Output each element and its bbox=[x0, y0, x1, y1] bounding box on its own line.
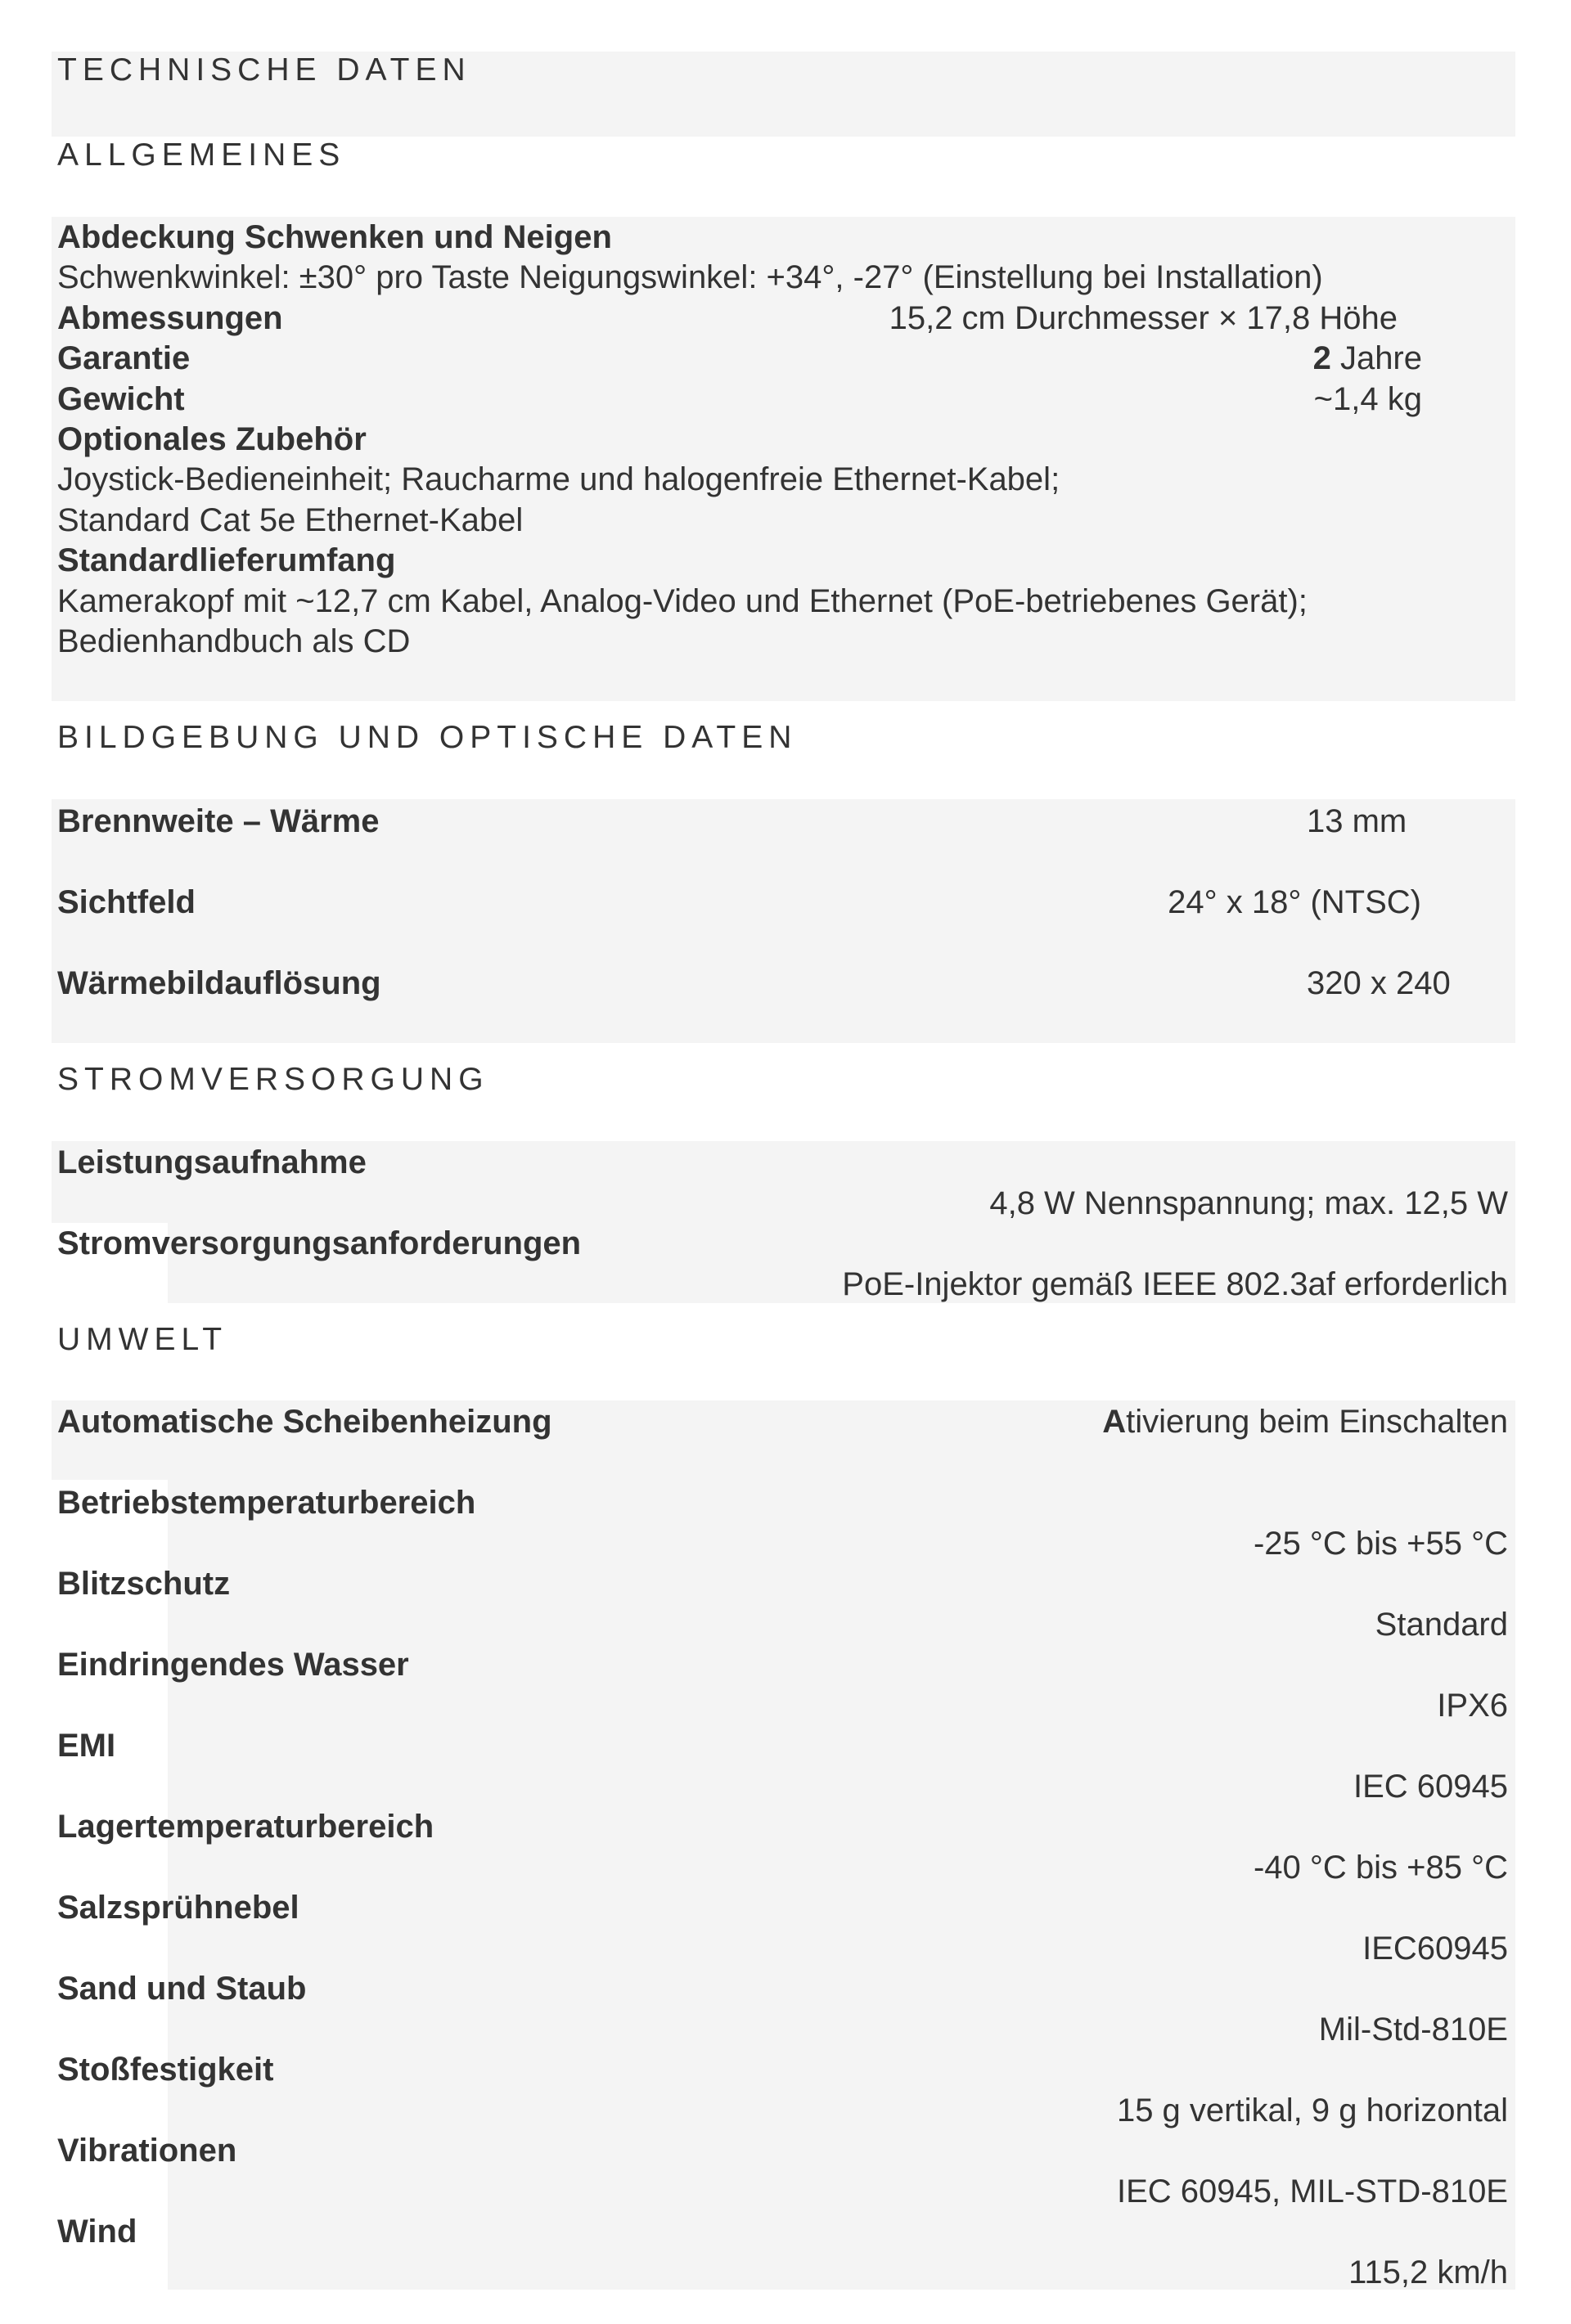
spec-value: IEC60945 bbox=[1362, 1931, 1508, 1967]
spec-value: 15,2 cm Durchmesser × 17,8 Höhe bbox=[889, 300, 1398, 336]
spec-label: Abmessungen bbox=[57, 300, 283, 336]
spec-value: -40 °C bis +85 °C bbox=[1253, 1850, 1508, 1886]
spec-value: 4,8 W Nennspannung; max. 12,5 W bbox=[989, 1185, 1508, 1221]
spec-value: PoE-Injektor gemäß IEEE 802.3af erforderlich bbox=[842, 1266, 1508, 1302]
spec-value: Schwenkwinkel: ±30° pro Taste Neigungswinkel: +34°, -27° (Einstellung bei Installation) bbox=[57, 259, 1323, 295]
spec-value-rest: tivierung beim Einschalten bbox=[1126, 1404, 1508, 1440]
spec-label: Stromversorgungsanforderungen bbox=[57, 1225, 582, 1261]
spec-value: IEC 60945 bbox=[1353, 1769, 1508, 1805]
spec-value: Standard Cat 5e Ethernet-Kabel bbox=[57, 502, 524, 538]
section-heading-allgemeines: ALLGEMEINES bbox=[57, 137, 346, 173]
spec-label: Brennweite – Wärme bbox=[57, 803, 380, 839]
spec-label: Stoßfestigkeit bbox=[57, 2052, 274, 2088]
spec-value: ~1,4 kg bbox=[1313, 381, 1422, 417]
spec-label: Wind bbox=[57, 2214, 137, 2250]
spec-value: 320 x 240 bbox=[1307, 965, 1451, 1001]
spec-label: Standardlieferumfang bbox=[57, 542, 396, 578]
page-title: TECHNISCHE DATEN bbox=[57, 52, 471, 88]
spec-value-number: 2 bbox=[1312, 340, 1331, 376]
section-heading-stromversorgung: STROMVERSORGUNG bbox=[57, 1062, 489, 1097]
spec-value: 13 mm bbox=[1307, 803, 1407, 839]
spec-value: Standard bbox=[1375, 1607, 1508, 1643]
spec-value: Bedienhandbuch als CD bbox=[57, 623, 411, 659]
spec-value-unit: Jahre bbox=[1330, 340, 1422, 376]
spec-value: 24° x 18° (NTSC) bbox=[1168, 884, 1421, 920]
spec-value-initial: A bbox=[1102, 1404, 1127, 1440]
spec-value: 15 g vertikal, 9 g horizontal bbox=[1116, 2092, 1508, 2128]
spec-label: Leistungsaufnahme bbox=[57, 1144, 367, 1180]
spec-value: 115,2 km/h bbox=[1348, 2254, 1508, 2290]
spec-label: Optionales Zubehör bbox=[57, 421, 367, 457]
spec-label: Vibrationen bbox=[57, 2133, 237, 2169]
spec-value: Mil-Std-810E bbox=[1318, 2012, 1508, 2048]
spec-value: IPX6 bbox=[1437, 1688, 1508, 1724]
spec-label: Wärmebildauflösung bbox=[57, 965, 381, 1001]
spec-label: Gewicht bbox=[57, 381, 185, 417]
section-heading-umwelt: UMWELT bbox=[57, 1322, 228, 1357]
spec-value bbox=[1146, 338, 1422, 379]
spec-value: IEC 60945, MIL-STD-810E bbox=[1117, 2173, 1508, 2209]
spec-label: Betriebstemperaturbereich bbox=[57, 1485, 476, 1521]
spec-label: Sichtfeld bbox=[57, 884, 196, 920]
spec-label: Salzsprühnebel bbox=[57, 1890, 299, 1926]
spec-value: Joystick-Bedieneinheit; Raucharme und halogenfreie Ethernet-Kabel; bbox=[57, 461, 1060, 497]
spec-label: Blitzschutz bbox=[57, 1566, 231, 1602]
spec-value: Kamerakopf mit ~12,7 cm Kabel, Analog-Video und Ethernet (PoE-betriebenes Gerät); bbox=[57, 583, 1308, 619]
section-heading-bildgebung: BILDGEBUNG UND OPTISCHE DATEN bbox=[57, 720, 798, 755]
spec-label: Lagertemperaturbereich bbox=[57, 1809, 434, 1845]
spec-label: Garantie bbox=[57, 340, 191, 376]
spec-label: Abdeckung Schwenken und Neigen bbox=[57, 219, 612, 255]
spec-label: Sand und Staub bbox=[57, 1971, 307, 2007]
spec-label: Eindringendes Wasser bbox=[57, 1647, 409, 1683]
spec-value: -25 °C bis +55 °C bbox=[1253, 1526, 1508, 1562]
spec-label: EMI bbox=[57, 1728, 116, 1764]
spec-label: Automatische Scheibenheizung bbox=[57, 1404, 552, 1440]
spec-value bbox=[736, 1401, 1508, 1442]
